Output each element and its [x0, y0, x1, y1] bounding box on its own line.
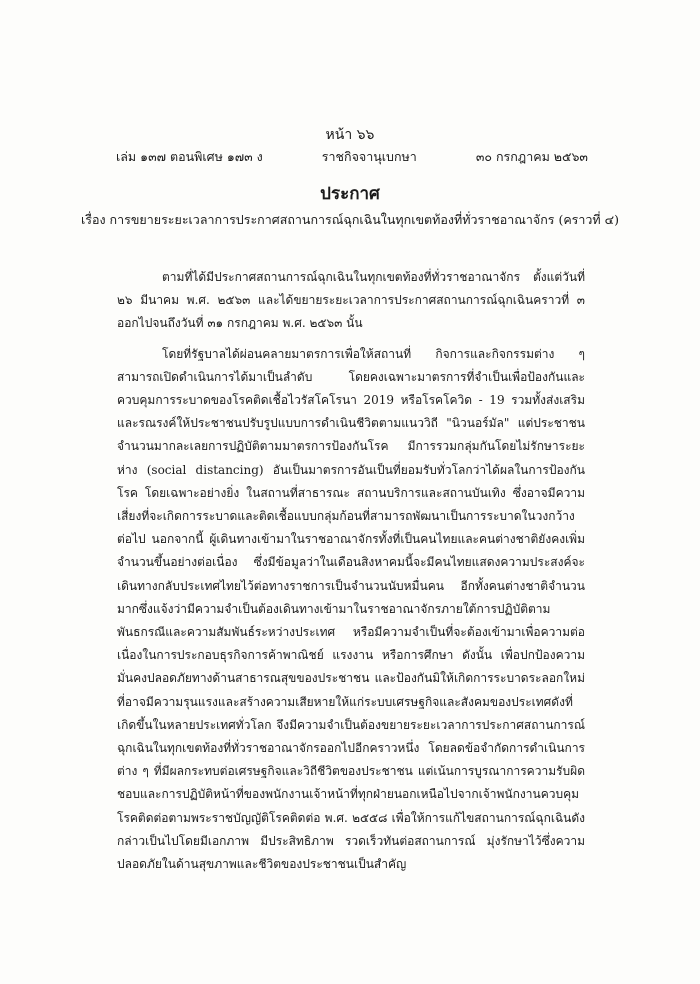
gazette-header [116, 147, 588, 167]
publication-name: ราชกิจจานุเบกษา [321, 149, 417, 164]
volume-issue: เล่ม ๑๓๗ ตอนพิเศษ ๑๗๓ ง [116, 149, 263, 164]
page-number: หน้า ๖๖ [325, 127, 375, 143]
document-body [117, 266, 585, 876]
document-subject: เรื่อง การขยายระยะเวลาการประกาศสถานการณ์ฉุกเฉินในทุกเขตท้องที่ทั่วราชอาณาจักร (คราวที่ ๔) [80, 212, 619, 227]
document-title: ประกาศ [320, 184, 380, 204]
paragraph: ตามที่ได้มีประกาศสถานการณ์ฉุกเฉินในทุกเขตท้องที่ทั่วราชอาณาจักร ตั้งแต่วันที่ ๒๖ มีนาคม พ.ศ. ๒๕๖๓ และได้ขยายระยะเวลาการประกาศสถานการณ์ฉุกเฉินคราวที่ ๓ ออกไปจนถึงวันที่ ๓๑ กรกฎาคม พ.ศ. ๒๕๖๓ นั้น [117, 270, 585, 331]
publication-date: ๓๐ กรกฎาคม ๒๕๖๓ [475, 149, 588, 164]
paragraph: โดยที่รัฐบาลได้ผ่อนคลายมาตรการเพื่อให้สถานที่ กิจการและกิจกรรมต่าง ๆ สามารถเปิดดำเนินการได้มาเป็นลำดับ โดยคงเฉพาะมาตรการที่จำเป็นเพื่อป้องกันและควบคุมการระบาดของโรคติดเชื้อไวรัสโคโรนา 2019 หรือโรคโควิด - 19 รวมทั้งส่งเสริมและรณรงค์ให้ประชาชนปรับรูปแบบการดำเนินชีวิตตามแนววิถี "นิวนอร์มัล" แต่ประชาชนจำนวนมากละเลยการปฏิบัติตามมาตรการป้องกันโรค มีการรวมกลุ่มกันโดยไม่รักษาระยะห่าง (social distancing) อันเป็นมาตรการอันเป็นที่ยอมรับทั่วโลกว่าได้ผลในการป้องกันโรค โดยเฉพาะอย่างยิ่ง ในสถานที่สาธารณะ สถานบริการและสถานบันเทิง ซึ่งอาจมีความเสี่ยงที่จะเกิดการระบาดและติดเชื้อแบบกลุ่มก้อนที่สามารถพัฒนาเป็นการระบาดในวงกว้างต่อไป นอกจากนี้ ผู้เดินทางเข้ามาในราชอาณาจักรทั้งที่เป็นคนไทยและคนต่างชาติยังคงเพิ่มจำนวนขึ้นอย่างต่อเนื่อง ซึ่งมีข้อมูลว่าในเดือนสิงหาคมนี้จะมีคนไทยแสดงความประสงค์จะเดินทางกลับประเทศไทยไว้ต่อทางราชการเป็นจำนวนนับหมื่นคน อีกทั้งคนต่างชาติจำนวนมากซึ่งแจ้งว่ามีความจำเป็นต้องเดินทางเข้ามาในราชอาณาจักรภายใต้การปฏิบัติตามพันธกรณีและความสัมพันธ์ระหว่างประเทศ หรือมีความจำเป็นที่จะต้องเข้ามาเพื่อความต่อเนื่องในการประกอบธุรกิจการค้าพาณิชย์ แรงงาน หรือการศึกษา ดังนั้น เพื่อปกป้องความมั่นคงปลอดภัยทางด้านสาธารณสุขของประชาชน และป้องกันมิให้เกิดการระบาดระลอกใหม่ที่อาจมีความรุนแรงและสร้างความเสียหายให้แก่ระบบเศรษฐกิจและสังคมของประเทศดังที่เกิดขึ้นในหลายประเทศทั่วโลก จึงมีความจำเป็นต้องขยายระยะเวลาการประกาศสถานการณ์ฉุกเฉินในทุกเขตท้องที่ทั่วราชอาณาจักรออกไปอีกคราวหนึ่ง โดยลดข้อจำกัดการดำเนินการต่าง ๆ ที่มีผลกระทบต่อเศรษฐกิจและวิถีชีวิตของประชาชน แต่เน้นการบูรณาการความรับผิดชอบและการปฏิบัติหน้าที่ของพนักงานเจ้าหน้าที่ทุกฝ่ายนอกเหนือไปจากเจ้าพนักงานควบคุมโรคติดต่อตามพระราชบัญญัติโรคติดต่อ พ.ศ. ๒๕๕๘ เพื่อให้การแก้ไขสถานการณ์ฉุกเฉินดังกล่าวเป็นไปโดยมีเอกภาพ มีประสิทธิภาพ รวดเร็วทันต่อสถานการณ์ มุ่งรักษาไว้ซึ่งความปลอดภัยในด้านสุขภาพและชีวิตของประชาชนเป็นสำคัญ [117, 346, 585, 872]
